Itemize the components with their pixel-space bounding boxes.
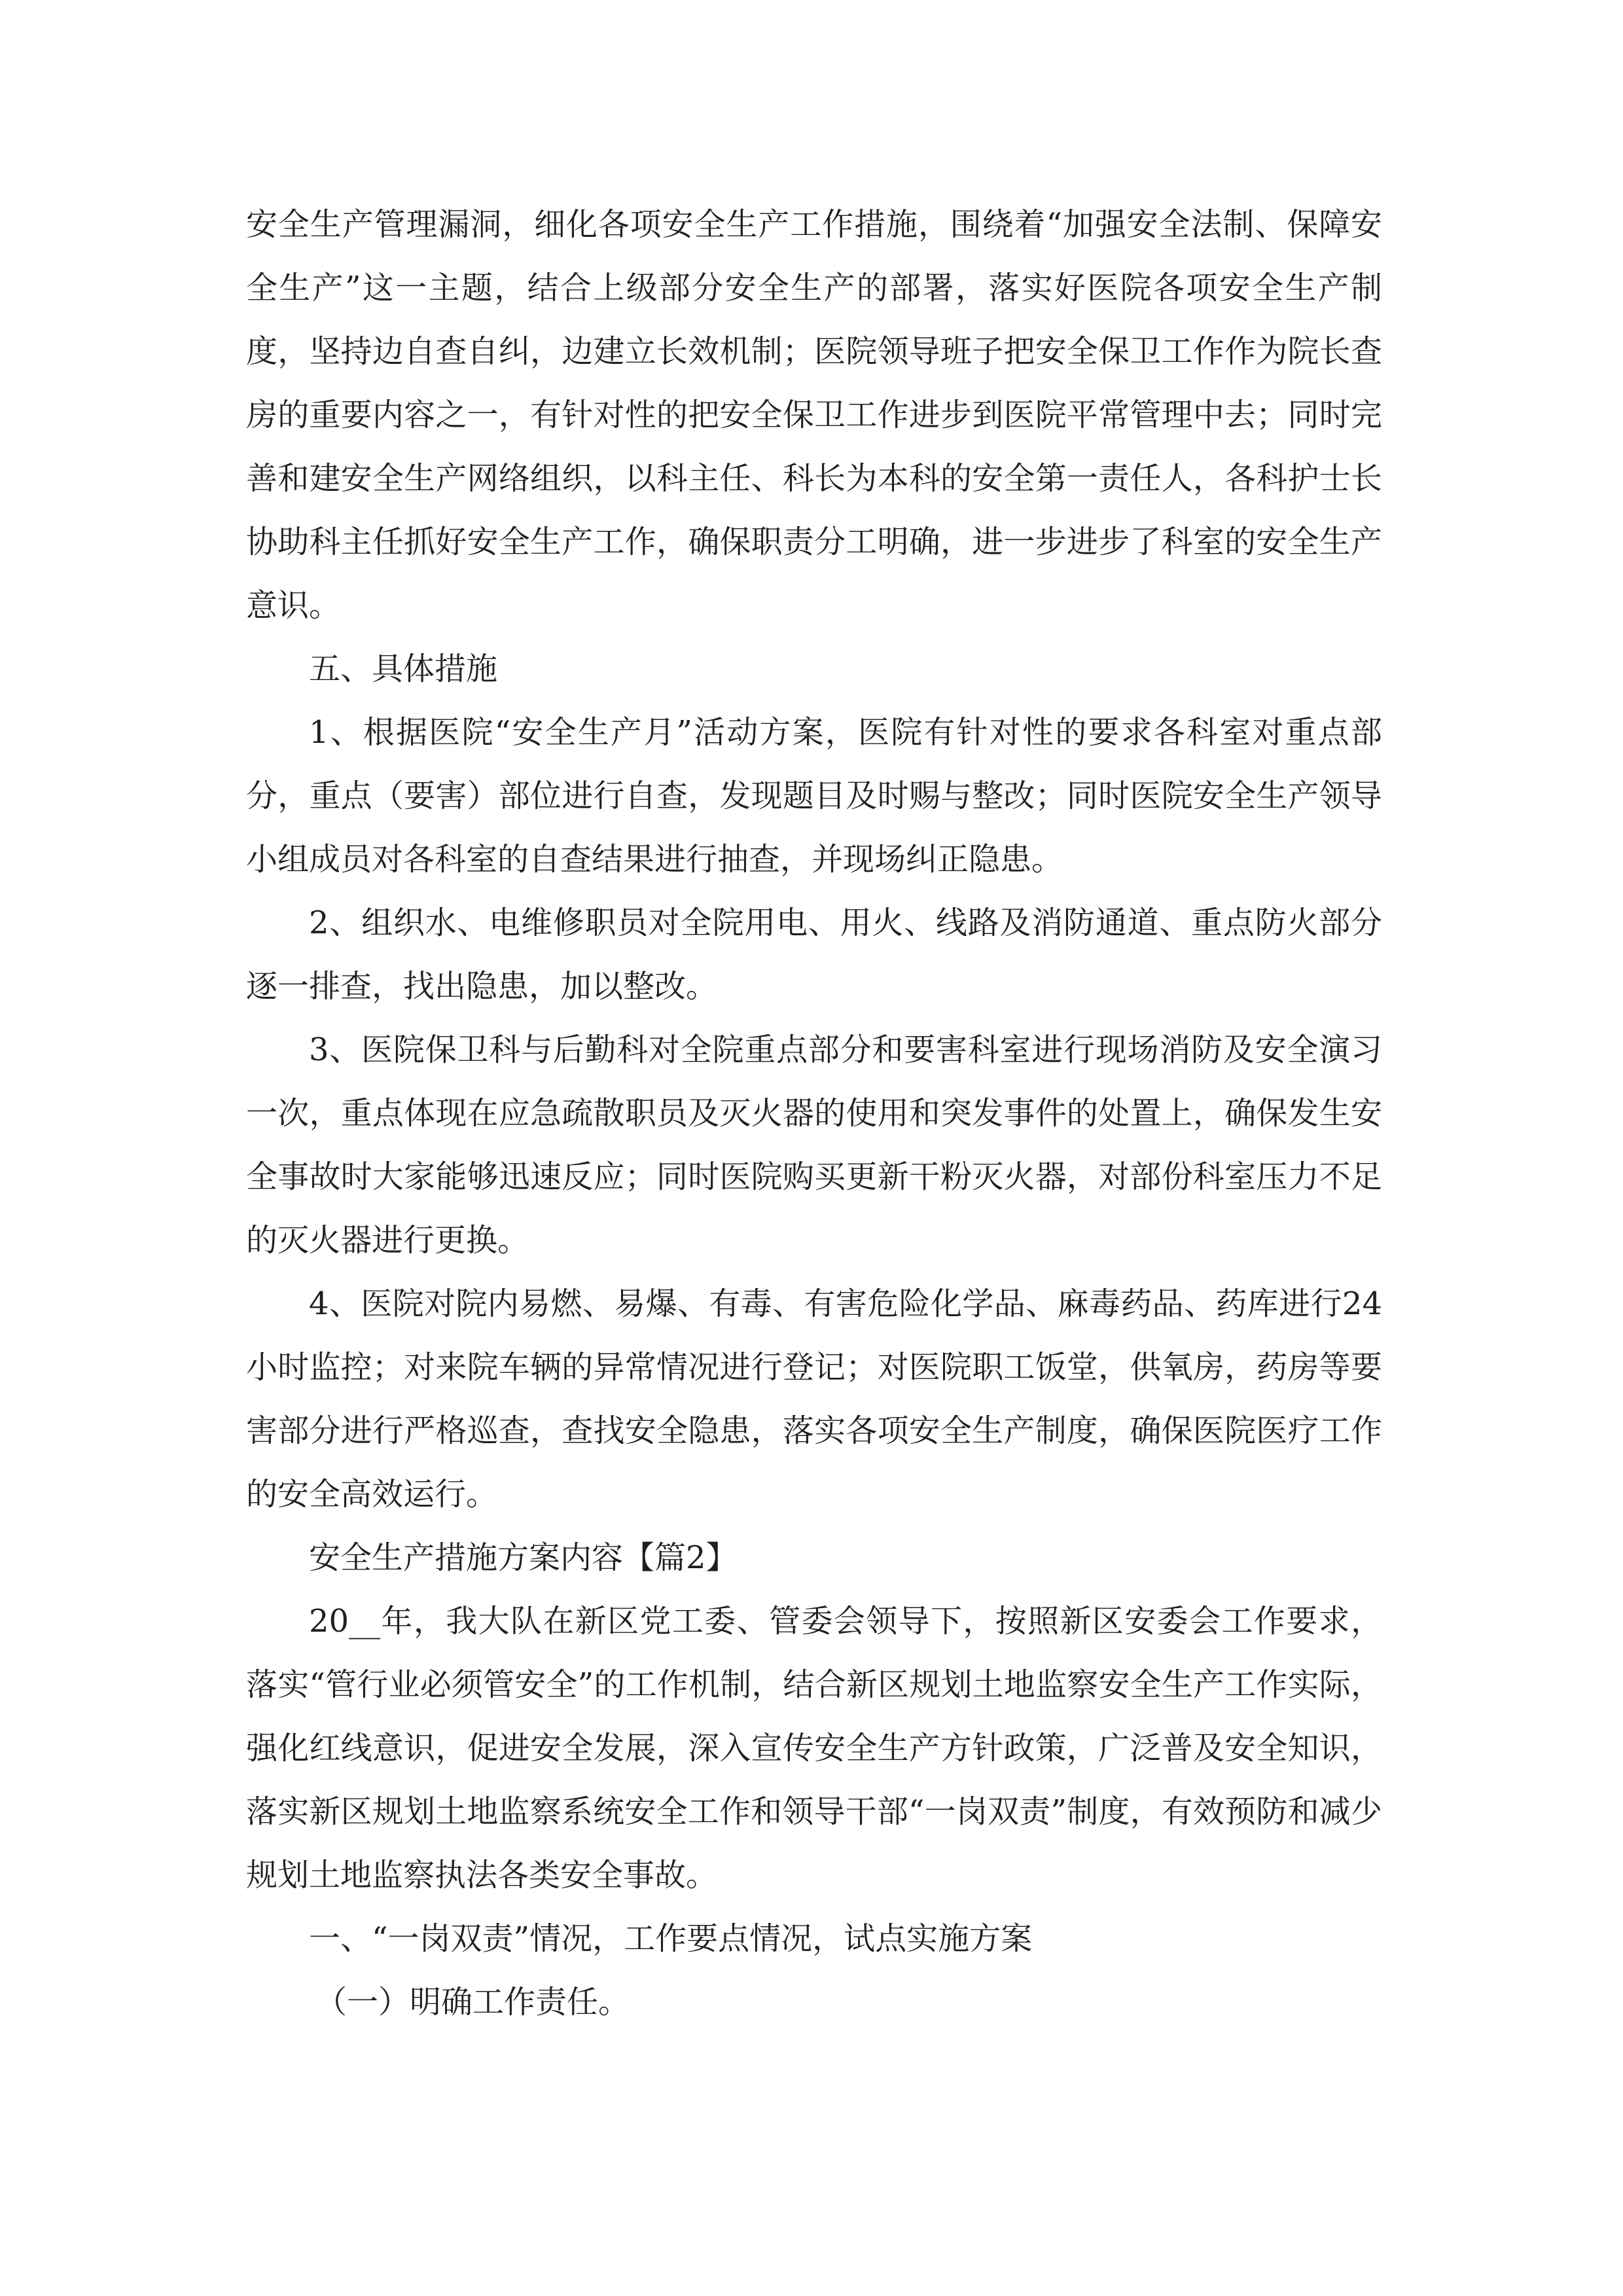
measure-item-4: 4、医院对院内易燃、易爆、有毒、有害危险化学品、麻毒药品、药库进行24小时监控；对来院车辆的异常情况进行登记；对医院职工饭堂，供氧房，药房等要害部分进行严格巡查，查找安全隐患，落实各项安全生产制度，确保医院医疗工作的安全高效运行。 — [246, 1285, 1382, 1513]
section-title-part-2: 安全生产措施方案内容【篇2】 — [309, 1539, 738, 1576]
measure-item-2: 2、组织水、电维修职员对全院用电、用火、线路及消防通道、重点防火部分逐一排查，找出隐患，加以整改。 — [246, 905, 1382, 1005]
measure-item-3: 3、医院保卫科与后勤科对全院重点部分和要害科室进行现场消防及安全演习一次，重点体现在应急疏散职员及灭火器的使用和突发事件的处置上，确保发生安全事故时大家能够迅速反应；同时医院购买更新干粉灭火器，对部份科室压力不足的灭火器进行更换。 — [246, 1031, 1382, 1259]
paragraph-brigade-summary: 20__年，我大队在新区党工委、管委会领导下，按照新区安委会工作要求，落实“管行业必须管安全”的工作机制，结合新区规划土地监察安全生产工作实际，强化红线意识，促进安全发展，深入宣传安全生产方针政策，广泛普及安全知识，落实新区规划土地监察系统安全工作和领导干部“一岗双责”制度，有效预防和减少规划土地监察执法各类安全事故。 — [246, 1603, 1382, 1893]
paragraph-safety-management: 安全生产管理漏洞，细化各项安全生产工作措施，围绕着“加强安全法制、保障安全生产”这一主题，结合上级部分安全生产的部署，落实好医院各项安全生产制度，坚持边自查自纠，边建立长效机制；医院领导班子把安全保卫工作作为院长查房的重要内容之一，有针对性的把安全保卫工作进步到医院平常管理中去；同时完善和建安全生产网络组织，以科主任、科长为本科的安全第一责任人，各科护士长协助科主任抓好安全生产工作，确保职责分工明确，进一步进步了科室的安全生产意识。 — [246, 206, 1382, 624]
heading-specific-measures: 五、具体措施 — [309, 651, 498, 687]
document-body — [246, 193, 1382, 2034]
subheading-clarify-responsibility: （一）明确工作责任。 — [315, 1984, 630, 2020]
heading-dual-responsibility: 一、“一岗双责”情况，工作要点情况，试点实施方案 — [309, 1920, 1033, 1957]
measure-item-1: 1、根据医院“安全生产月”活动方案，医院有针对性的要求各科室对重点部分，重点（要害）部位进行自查，发现题目及时赐与整改；同时医院安全生产领导小组成员对各科室的自查结果进行抽查，并现场纠正隐患。 — [246, 714, 1382, 878]
